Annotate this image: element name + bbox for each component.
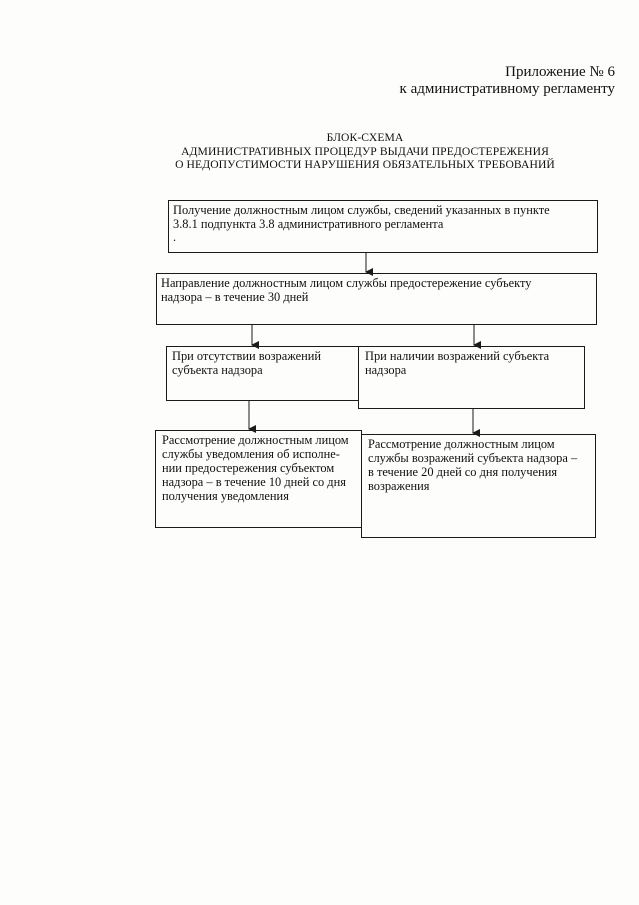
annex-number: Приложение № 6 [505, 64, 615, 80]
branch-no-objections-line-2: субъекта надзора [172, 363, 263, 377]
branch-objections-box [358, 346, 585, 409]
review-objections-line-3: в течение 20 дней со дня получения [368, 465, 558, 479]
step-receive-line-2: 3.8.1 подпункта 3.8 административного регламента [173, 217, 444, 231]
title-line-3: О НЕДОПУСТИМОСТИ НАРУШЕНИЯ ОБЯЗАТЕЛЬНЫХ ТРЕБОВАНИЙ [175, 158, 555, 172]
branch-objections-line-1: При наличии возражений субъекта [365, 349, 550, 363]
review-notification-line-2: службы уведомления об исполне- [162, 447, 340, 461]
review-notification-line-1: Рассмотрение должностным лицом [162, 433, 349, 447]
title-line-1: БЛОК-СХЕМА [326, 131, 404, 144]
title-line-2: АДМИНИСТРАТИВНЫХ ПРОЦЕДУР ВЫДАЧИ ПРЕДОСТЕРЕЖЕНИЯ [181, 144, 549, 158]
step-receive-line-1: Получение должностным лицом службы, сведений указанных в пункте [173, 203, 550, 217]
review-notification-line-5: получения уведомления [162, 489, 289, 503]
review-notification-box [155, 430, 362, 528]
step-receive-box [168, 200, 598, 253]
review-objections-line-1: Рассмотрение должностным лицом [368, 437, 555, 451]
review-objections-line-4: возражения [368, 479, 430, 493]
annex-reference: к административному регламенту [399, 81, 615, 97]
step-direct-box [156, 273, 597, 325]
branch-no-objections-line-1: При отсутствии возражений [172, 349, 322, 363]
review-notification-line-3: нии предостережения субъектом [162, 461, 335, 475]
branch-objections-line-2: надзора [365, 363, 407, 377]
step-receive-line-3: . [173, 230, 177, 244]
review-objections-box [361, 434, 596, 538]
review-objections-line-2: службы возражений субъекта надзора – [368, 451, 578, 465]
branch-no-objections-box [166, 346, 359, 401]
review-notification-line-4: надзора – в течение 10 дней со дня [162, 475, 346, 489]
step-direct-line-1: Направление должностным лицом службы предостережение субъекту [161, 276, 532, 290]
step-direct-line-2: надзора – в течение 30 дней [161, 290, 309, 304]
